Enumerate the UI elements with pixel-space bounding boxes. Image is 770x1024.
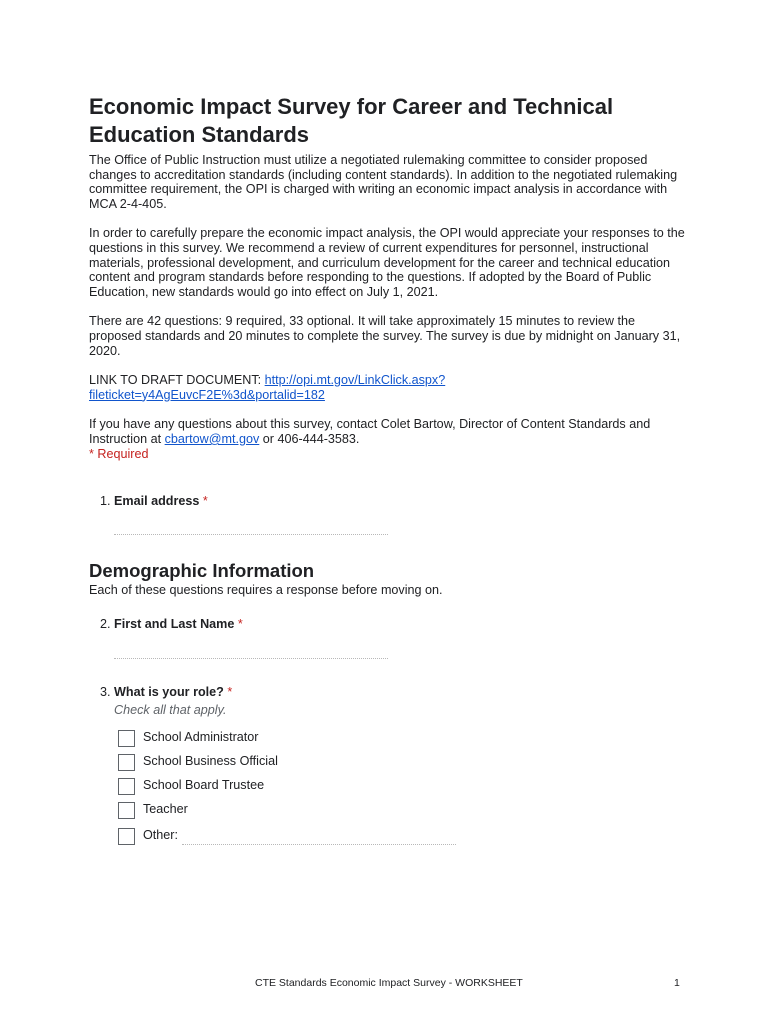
draft-document-link[interactable]: http://opi.mt.gov/LinkClick.aspx? fileticket=y4AgEuvcF2E%3d&portalid=182 (89, 373, 446, 402)
question-name (100, 617, 243, 632)
option-label: School Board Trustee (143, 778, 265, 792)
option-label: School Business Official (143, 754, 278, 768)
intro-text (89, 153, 689, 461)
email-answer-field[interactable] (114, 534, 388, 535)
footer-text: CTE Standards Economic Impact Survey - WORKSHEET (255, 977, 523, 989)
checkbox[interactable] (118, 802, 135, 819)
required-note: * Required (89, 446, 149, 461)
required-star: * (199, 494, 208, 508)
question-email (100, 494, 208, 509)
question-role (100, 685, 232, 700)
contact-suffix: or 406-444-3583. (259, 431, 360, 446)
question-label: First and Last Name (114, 617, 235, 631)
question-label: Email address (114, 494, 200, 508)
intro-paragraph-2: In order to carefully prepare the economic impact analysis, the OPI would appreciate your responses to the questions in this survey. We recommend a review of current expenditures for personnel, instructional materials, professional development, and curriculum development for the career and technical education content and program standards before responding to the questions. If adopted by the Board of Public Education, new standards would go into effect on July 1, 2021. (89, 226, 685, 299)
checkbox[interactable] (118, 828, 135, 845)
question-number: 2. (100, 617, 115, 631)
section-description: Each of these questions requires a response before moving on. (89, 583, 443, 597)
intro-paragraph-3: There are 42 questions: 9 required, 33 optional. It will take approximately 15 minutes to review the proposed standards and 20 minutes to complete the survey. The survey is due by midnight on January 31, 2020. (89, 314, 681, 358)
link-prefix: LINK TO DRAFT DOCUMENT: (89, 373, 265, 388)
draft-document-link-line (89, 373, 689, 402)
question-number: 3. (100, 685, 115, 699)
required-star: * (223, 685, 233, 699)
intro-paragraph-1: The Office of Public Instruction must utilize a negotiated rulemaking committee to consider proposed changes to accreditation standards (including content standards). In addition to the negotiated rulemaking committee requirement, the OPI is charged with writing an economic impact analysis in accordance with MCA 2-4-405. (89, 153, 678, 211)
checkbox[interactable] (118, 778, 135, 795)
section-title: Demographic Information (89, 560, 315, 581)
option-label: Teacher (143, 802, 188, 816)
contact-line (89, 417, 689, 446)
name-answer-field[interactable] (114, 658, 388, 659)
page-number: 1 (674, 977, 680, 989)
checkbox[interactable] (118, 730, 135, 747)
option-label: School Administrator (143, 730, 259, 744)
checkbox[interactable] (118, 754, 135, 771)
required-star: * (234, 617, 243, 631)
question-hint: Check all that apply. (114, 703, 227, 717)
other-answer-field[interactable] (182, 844, 456, 845)
contact-email-link[interactable]: cbartow@mt.gov (164, 431, 260, 446)
question-label: What is your role? (114, 685, 224, 699)
page-title: Economic Impact Survey for Career and Technical Education Standards (89, 94, 614, 147)
contact-prefix: If you have any questions about this survey, contact Colet Bartow, Director of Content Standards and Instruction at (89, 417, 651, 446)
question-number: 1. (100, 494, 115, 508)
option-label: Other: (143, 828, 178, 842)
